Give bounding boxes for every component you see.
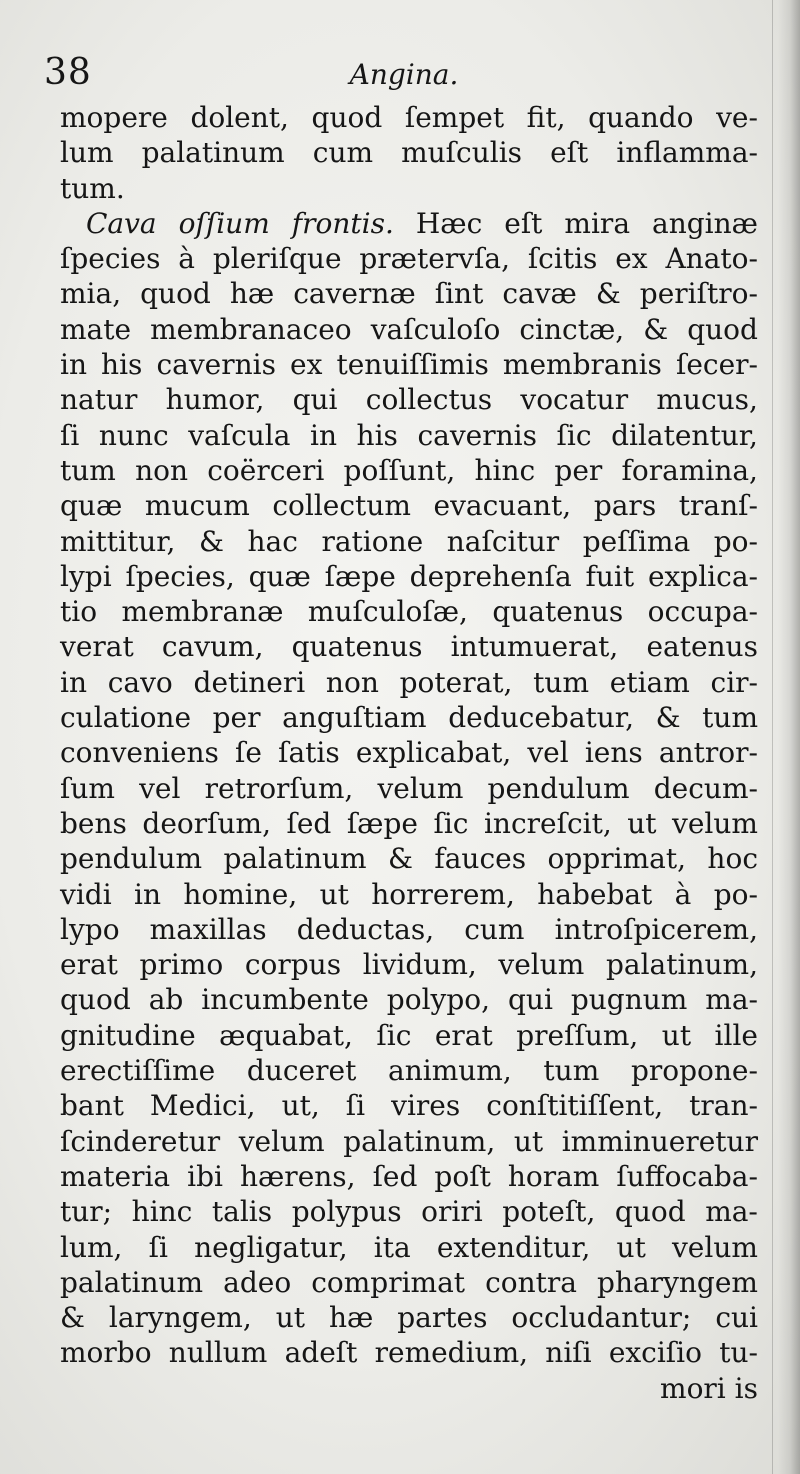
word: humor, <box>165 383 265 417</box>
text-line <box>60 559 758 594</box>
word: velum <box>498 948 585 982</box>
word: contra <box>485 1265 577 1299</box>
word: ma- <box>705 983 758 1017</box>
word: anginæ <box>652 206 758 240</box>
word: comprimat <box>311 1265 466 1299</box>
word: palatinum, <box>605 948 758 982</box>
word: vaſculoſo <box>370 312 501 346</box>
word: mopere <box>60 101 168 134</box>
word: duceret <box>246 1054 357 1088</box>
word: his <box>101 348 143 382</box>
text-line <box>60 1159 758 1194</box>
word: peſſima <box>582 524 691 558</box>
word: membranaceo <box>150 312 352 346</box>
word: talis <box>211 1195 273 1229</box>
word: mira <box>564 206 631 240</box>
text-line <box>60 841 758 876</box>
word: Cava <box>86 206 157 240</box>
catchword-text: mori is <box>660 1371 758 1405</box>
word: ſatis <box>278 736 340 770</box>
word: à <box>674 877 692 911</box>
text-line <box>60 276 758 311</box>
page-number: 38 <box>44 52 92 93</box>
word: deorſum, <box>142 806 271 840</box>
word: per <box>212 701 261 735</box>
word: quando <box>588 101 694 134</box>
word: vaſcula <box>188 418 291 452</box>
word: ſi <box>148 1230 168 1264</box>
word: vel <box>139 771 181 805</box>
word: membranæ <box>121 595 284 629</box>
word: vires <box>391 1089 461 1123</box>
word: hæ <box>328 1301 374 1335</box>
word: poterat, <box>399 665 513 699</box>
word: quæ <box>248 559 311 593</box>
word: cinctæ, <box>519 312 625 346</box>
word: ſecer- <box>675 348 758 382</box>
word: tum <box>533 665 590 699</box>
word: ve- <box>716 101 758 134</box>
word: tum <box>543 1054 600 1088</box>
word: periſtro- <box>639 277 758 311</box>
text-line <box>60 488 758 523</box>
word: maxillas <box>149 912 267 946</box>
word: ut, <box>281 1089 320 1123</box>
page-edge-shadow <box>778 0 800 1474</box>
word: mate <box>60 312 132 346</box>
word: anguſtiam <box>282 701 427 735</box>
word: collectus <box>365 383 493 417</box>
word: ut <box>627 806 657 840</box>
word: & <box>388 842 413 876</box>
word: palatinum <box>223 842 367 876</box>
word: deducebatur, <box>448 701 635 735</box>
word: quod <box>311 101 383 134</box>
text-line <box>60 771 758 806</box>
word: dilatentur, <box>611 418 758 452</box>
word: hinc <box>474 453 536 487</box>
word: à <box>178 242 195 276</box>
word: tran- <box>689 1089 758 1123</box>
word: retrorſum, <box>204 771 354 805</box>
word: tum. <box>60 171 125 205</box>
word: explica- <box>647 559 758 593</box>
word: introſpicerem, <box>554 912 758 946</box>
word: increſcit, <box>483 806 612 840</box>
word: lum, <box>60 1230 123 1264</box>
word: remedium, <box>374 1336 529 1370</box>
text-line <box>60 735 758 770</box>
word: etiam <box>609 665 690 699</box>
word: ille <box>714 1018 758 1052</box>
text-line <box>60 806 758 841</box>
word: ſæpe <box>324 559 396 593</box>
text-line <box>60 594 758 629</box>
word: tum <box>60 453 116 487</box>
word: pendulum <box>487 771 630 805</box>
text-line <box>60 1300 758 1335</box>
word: ab <box>148 983 184 1017</box>
text-line <box>60 241 758 276</box>
page-header <box>44 48 764 100</box>
word: tur; <box>60 1195 113 1229</box>
word: iens <box>584 736 643 770</box>
word: natur <box>60 383 138 417</box>
text-line <box>60 347 758 382</box>
word: cavernis <box>156 348 276 382</box>
word: occupa- <box>647 595 758 629</box>
word: cum <box>312 136 374 170</box>
word: ſi <box>345 1089 366 1123</box>
word: mittitur, <box>60 524 176 558</box>
word: ut <box>319 877 349 911</box>
word: poſt <box>434 1159 491 1193</box>
word: ex <box>290 348 323 382</box>
word: qui <box>292 383 338 417</box>
word: ex <box>615 242 648 276</box>
text-line <box>60 947 758 982</box>
word: naſcitur <box>446 524 560 558</box>
word: morbo <box>60 1336 152 1370</box>
word: ut <box>661 1018 692 1052</box>
word: lypi <box>60 559 112 593</box>
word: eſt <box>550 136 589 170</box>
word: horrerem, <box>371 877 515 911</box>
word: occludantur; <box>511 1301 692 1335</box>
word: animum, <box>388 1054 512 1088</box>
word: non <box>135 453 188 487</box>
text-line <box>60 700 758 735</box>
word: pharyngem <box>597 1265 758 1299</box>
word: quod <box>60 983 131 1017</box>
word: dolent, <box>190 101 289 134</box>
word: cir- <box>710 665 758 699</box>
text-line <box>60 382 758 417</box>
word: eatenus <box>646 630 758 664</box>
word: ibi <box>187 1159 223 1193</box>
word: quatenus <box>291 630 423 664</box>
word: erat <box>60 948 118 982</box>
word: muſculis <box>401 136 523 170</box>
word: intumuerat, <box>450 630 619 664</box>
word: polypo, <box>386 983 491 1017</box>
word: & <box>655 701 681 735</box>
word: gnitudine <box>60 1018 196 1052</box>
text-line <box>60 1230 758 1265</box>
word: corpus <box>244 948 342 982</box>
word: bens <box>60 806 127 840</box>
body-text <box>60 100 758 1406</box>
word: ſic <box>376 1018 412 1052</box>
word: ſpecies, <box>125 559 235 593</box>
word: quæ <box>60 489 123 523</box>
text-line <box>60 100 758 135</box>
word: adeſt <box>284 1336 358 1370</box>
word: hac <box>247 524 298 558</box>
text-line <box>60 665 758 700</box>
word: per <box>554 453 603 487</box>
word: niſi <box>545 1336 592 1370</box>
word: velum <box>672 806 758 840</box>
word: oſſium <box>178 206 270 240</box>
word: ſæpe <box>346 806 418 840</box>
word: habebat <box>537 877 653 911</box>
word: & <box>595 277 621 311</box>
word: ſic <box>433 806 469 840</box>
word: cavernæ <box>293 277 416 311</box>
word: antror- <box>658 736 758 770</box>
page-fold-line <box>772 0 773 1474</box>
word: Hæc <box>415 206 483 240</box>
word: tenuiſſimis <box>336 348 489 382</box>
word: ſcinderetur <box>60 1124 221 1158</box>
word: partes <box>397 1301 488 1335</box>
word: in <box>134 877 161 911</box>
word: hærens, <box>239 1159 356 1193</box>
word: ſic <box>556 418 592 452</box>
word: poteſt, <box>502 1195 596 1229</box>
word: hæ <box>229 277 275 311</box>
word: conveniens <box>60 736 219 770</box>
word: membranis <box>502 348 662 382</box>
text-line <box>60 524 758 559</box>
word: negligatur, <box>194 1230 348 1264</box>
word: cum <box>464 912 525 946</box>
word: inflamma- <box>616 136 758 170</box>
word: tu- <box>719 1336 758 1370</box>
text-line <box>60 982 758 1017</box>
word: pleriſque <box>212 242 342 276</box>
word: palatinum <box>60 1265 204 1299</box>
word: in <box>60 348 87 382</box>
word: velum <box>238 1124 325 1158</box>
word: po- <box>713 524 758 558</box>
word: & <box>643 312 669 346</box>
word: deductas, <box>296 912 435 946</box>
word: coërceri <box>207 453 325 487</box>
word: lividum, <box>362 948 477 982</box>
word: mucus, <box>656 383 758 417</box>
word: velum <box>671 1230 758 1264</box>
text-line <box>60 135 758 170</box>
word: tio <box>60 595 98 629</box>
word: cavæ <box>502 277 577 311</box>
catchword <box>60 1371 758 1406</box>
word: prætervſa, <box>359 242 510 276</box>
text-line <box>60 1088 758 1123</box>
word: eſt <box>504 206 543 240</box>
word: palatinum, <box>343 1124 496 1158</box>
word: & <box>60 1301 85 1335</box>
word: cavum, <box>161 630 264 664</box>
word: ſed <box>286 806 332 840</box>
word: verat <box>60 630 134 664</box>
word: ita <box>373 1230 411 1264</box>
text-line <box>60 453 758 488</box>
word: fit, <box>526 101 566 134</box>
word: ſuffocaba- <box>616 1159 758 1193</box>
word: imminueretur <box>561 1124 758 1158</box>
word: pars <box>593 489 657 523</box>
word: pendulum <box>60 842 203 876</box>
text-line <box>60 629 758 664</box>
word: deprehenſa <box>409 559 572 593</box>
word: fuit <box>585 559 635 593</box>
word: ſint <box>434 277 484 311</box>
word: ſcitis <box>527 242 598 276</box>
word: non <box>325 665 379 699</box>
word: nullum <box>168 1336 268 1370</box>
word: ma- <box>705 1195 758 1229</box>
word: exciſio <box>608 1336 702 1370</box>
word: propone- <box>630 1054 758 1088</box>
word: collectum <box>272 489 411 523</box>
word: Medici, <box>149 1089 256 1123</box>
word: & <box>199 524 224 558</box>
word: tranſ- <box>678 489 758 523</box>
word: hinc <box>131 1195 193 1229</box>
word: fauces <box>434 842 527 876</box>
word: nunc <box>98 418 169 452</box>
word: conſtitiſſent, <box>486 1089 664 1123</box>
text-line <box>60 1053 758 1088</box>
word: incumbente <box>201 983 369 1017</box>
text-line <box>60 1124 758 1159</box>
word: velum <box>377 771 464 805</box>
word: bant <box>60 1089 124 1123</box>
word: his <box>356 418 398 452</box>
word: hoc <box>707 842 758 876</box>
word: poſſunt, <box>343 453 456 487</box>
word: laryngem, <box>108 1301 252 1335</box>
word: cui <box>715 1301 758 1335</box>
word: ut <box>616 1230 646 1264</box>
word: ratione <box>321 524 424 558</box>
word: mucum <box>144 489 250 523</box>
text-line <box>60 418 758 453</box>
word: in <box>60 665 87 699</box>
word: muſculoſæ, <box>307 595 468 629</box>
word: qui <box>507 983 553 1017</box>
word: homine, <box>183 877 298 911</box>
word: explicabat, <box>355 736 512 770</box>
word: ſum <box>60 771 115 805</box>
word: decum- <box>653 771 758 805</box>
text-line <box>60 1194 758 1229</box>
word: primo <box>139 948 224 982</box>
word: horam <box>507 1159 600 1193</box>
word: ſi <box>60 418 80 452</box>
word: cavernis <box>417 418 537 452</box>
word: adeo <box>223 1265 292 1299</box>
word: frontis. <box>291 206 394 240</box>
running-head: Angina. <box>349 58 459 91</box>
text-line <box>60 1265 758 1300</box>
word: ſed <box>372 1159 418 1193</box>
word: vocatur <box>520 383 629 417</box>
word: erat <box>434 1018 493 1052</box>
word: lypo <box>60 912 120 946</box>
word: evacuant, <box>433 489 572 523</box>
word: quod <box>614 1195 686 1229</box>
word: Anato- <box>665 242 758 276</box>
word: ſe <box>235 736 262 770</box>
word: vel <box>527 736 569 770</box>
word: opprimat, <box>547 842 686 876</box>
word: vidi <box>60 877 112 911</box>
word: ſpecies <box>60 242 161 276</box>
word: quatenus <box>492 595 624 629</box>
word: ut <box>513 1124 544 1158</box>
text-line <box>60 312 758 347</box>
text-line <box>60 877 758 912</box>
word: lum <box>60 136 114 170</box>
word: polypus <box>291 1195 402 1229</box>
word: foramina, <box>621 453 758 487</box>
word: ſempet <box>404 101 505 134</box>
word: erectiſſime <box>60 1054 216 1088</box>
word: culatione <box>60 701 192 735</box>
text-line <box>60 171 758 206</box>
word: ut <box>275 1301 305 1335</box>
word: materia <box>60 1159 171 1193</box>
text-line <box>60 206 758 241</box>
word: tum <box>702 701 758 735</box>
word: palatinum <box>141 136 285 170</box>
word: quod <box>687 312 758 346</box>
word: extenditur, <box>436 1230 591 1264</box>
text-line <box>60 1335 758 1370</box>
word: quod <box>140 277 211 311</box>
word: detineri <box>193 665 306 699</box>
word: mia, <box>60 277 122 311</box>
word: po- <box>713 877 758 911</box>
word: pugnum <box>570 983 688 1017</box>
word: in <box>310 418 337 452</box>
word: cavo <box>107 665 173 699</box>
word: preſſum, <box>516 1018 639 1052</box>
word: oriri <box>421 1195 483 1229</box>
text-line <box>60 912 758 947</box>
text-line <box>60 1018 758 1053</box>
word: æquabat, <box>219 1018 353 1052</box>
